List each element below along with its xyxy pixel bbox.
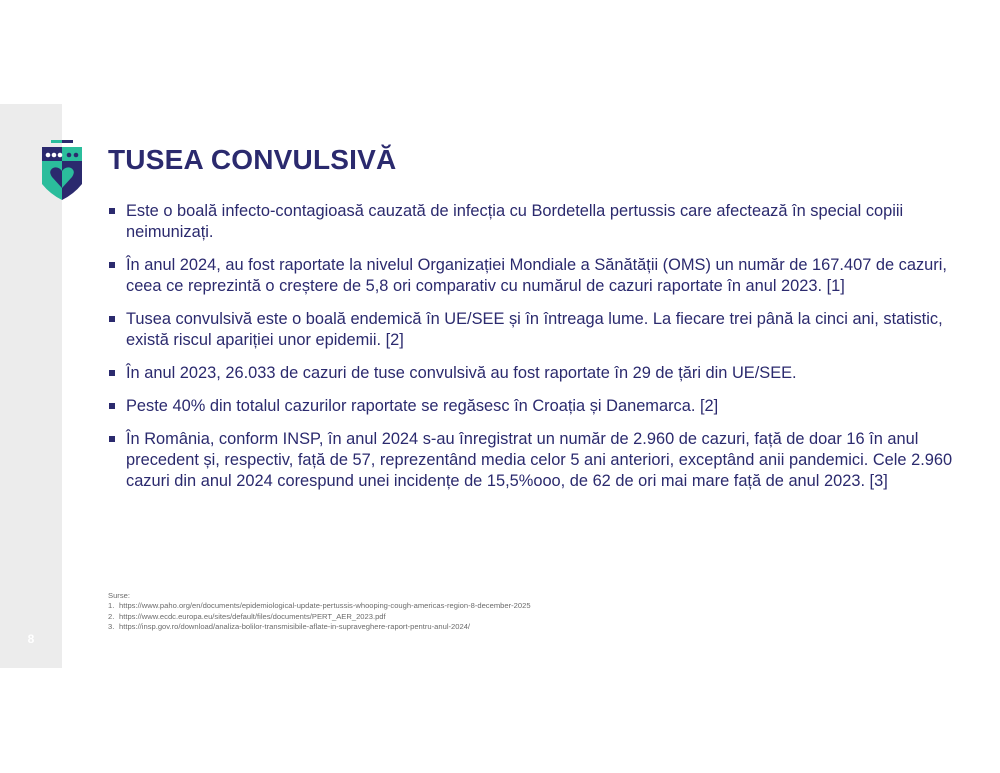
sources-label: Surse:: [108, 591, 130, 600]
source-item: 1. https://www.paho.org/en/documents/epidemiological-update-pertussis-whooping-cough-americas-region-8-december-2025: [108, 601, 531, 611]
source-item: 3. https://insp.gov.ro/download/analiza-bolilor-transmisibile-aflate-in-supraveghere-raport-pentru-anul-2024/: [108, 621, 471, 631]
sources-section: [108, 591, 531, 632]
square-bullet-icon: [109, 403, 115, 409]
slide-title: TUSEA CONVULSIVĂ: [108, 144, 397, 175]
page-number: 8: [27, 632, 35, 646]
bullet-list: [106, 201, 966, 504]
source-link[interactable]: https://insp.gov.ro/download/analiza-bolilor-transmisibile-aflate-in-supraveghere-raport-pentru-anul-2024/: [119, 621, 471, 631]
square-bullet-icon: [109, 436, 115, 442]
square-bullet-icon: [109, 262, 115, 268]
bullet-item: Peste 40% din totalul cazurilor raportate se regăsesc în Croația și Danemarca. [2]: [106, 396, 966, 417]
shield-heart-logo-icon: [40, 140, 84, 202]
source-link[interactable]: https://www.paho.org/en/documents/epidemiological-update-pertussis-whooping-cough-americas-region-8-december-2025: [119, 601, 531, 611]
square-bullet-icon: [109, 208, 115, 214]
square-bullet-icon: [109, 316, 115, 322]
source-item: 2. https://www.ecdc.europa.eu/sites/default/files/documents/PERT_AER_2023.pdf: [108, 611, 386, 621]
square-bullet-icon: [109, 370, 115, 376]
bullet-item: În România, conform INSP, în anul 2024 s-au înregistrat un număr de 2.960 de cazuri, față de doar 16 în anul precedent și, respectiv, față de 57, reprezentând media celor 5 ani anteriori, exceptând anii pandemici. Cele 2.960 cazuri din anul 2024 corespund unei incidențe de 15,5%ooo, de 62 de ori mai mare față de anul 2023. [3]: [106, 429, 966, 492]
source-link[interactable]: https://www.ecdc.europa.eu/sites/default/files/documents/PERT_AER_2023.pdf: [119, 611, 386, 621]
bullet-item: În anul 2023, 26.033 de cazuri de tuse convulsivă au fost raportate în 29 de țări din UE/SEE.: [106, 363, 966, 384]
bullet-item: Este o boală infecto-contagioasă cauzată de infecția cu Bordetella pertussis care afectează în special copiii neimunizați.: [106, 201, 966, 243]
bullet-item: În anul 2024, au fost raportate la nivelul Organizației Mondiale a Sănătății (OMS) un număr de 167.407 de cazuri, ceea ce reprezintă o creștere de 5,8 ori comparativ cu numărul de cazuri raportate în anul 2023. [1]: [106, 255, 966, 297]
bullet-item: Tusea convulsivă este o boală endemică în UE/SEE și în întreaga lume. La fiecare trei până la cinci ani, statistic, există riscul apariției unor epidemii. [2]: [106, 309, 966, 351]
